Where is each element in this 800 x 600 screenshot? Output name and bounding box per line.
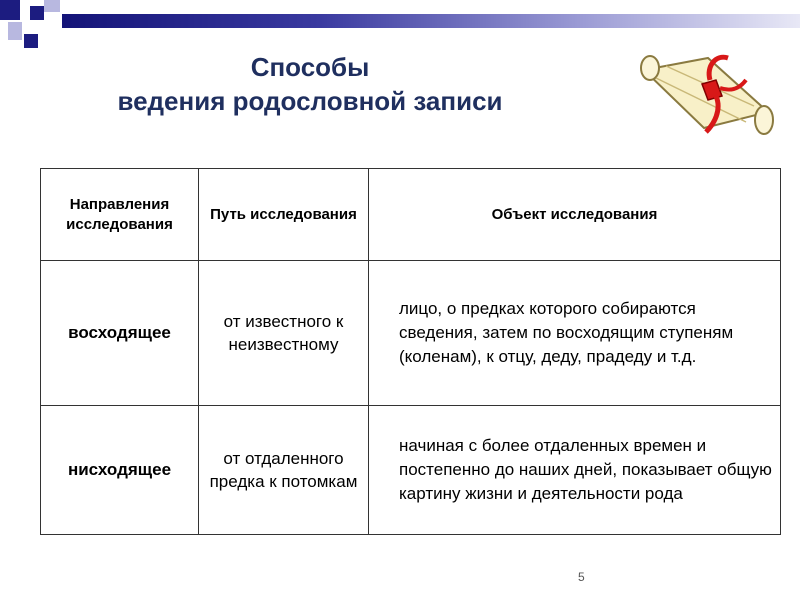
top-gradient-bar [62,14,800,28]
row-path-ascending: от известного к неизвестному [199,261,369,406]
page-number: 5 [578,570,585,584]
row-direction-descending: нисходящее [41,406,199,535]
decor-square-4 [8,22,22,40]
header-direction: Направления исследования [41,169,199,261]
decor-square-1 [0,0,20,20]
table-row [41,406,781,535]
decor-square-5 [24,34,38,48]
row-object-ascending: лицо, о предках которого собираются сведения, затем по восходящим ступеням (коленам), к отцу, деду, прадеду и т.д. [369,261,781,406]
slide-title [60,50,560,118]
header-object: Объект исследования [369,169,781,261]
title-line-2: ведения родословной записи [117,86,503,116]
table-row [41,261,781,406]
diploma-scroll-icon [636,40,782,145]
row-object-descending: начиная с более отдаленных времен и постепенно до наших дней, показывает общую картину жизни и деятельности рода [369,406,781,535]
title-line-1: Способы [250,52,370,82]
row-direction-ascending: восходящее [41,261,199,406]
header-path: Путь исследования [199,169,369,261]
lineage-methods-table [40,168,781,535]
table-header-row [41,169,781,261]
decor-square-2 [30,6,44,20]
decor-square-3 [44,0,60,12]
row-path-descending: от отдаленного предка к потомкам [199,406,369,535]
